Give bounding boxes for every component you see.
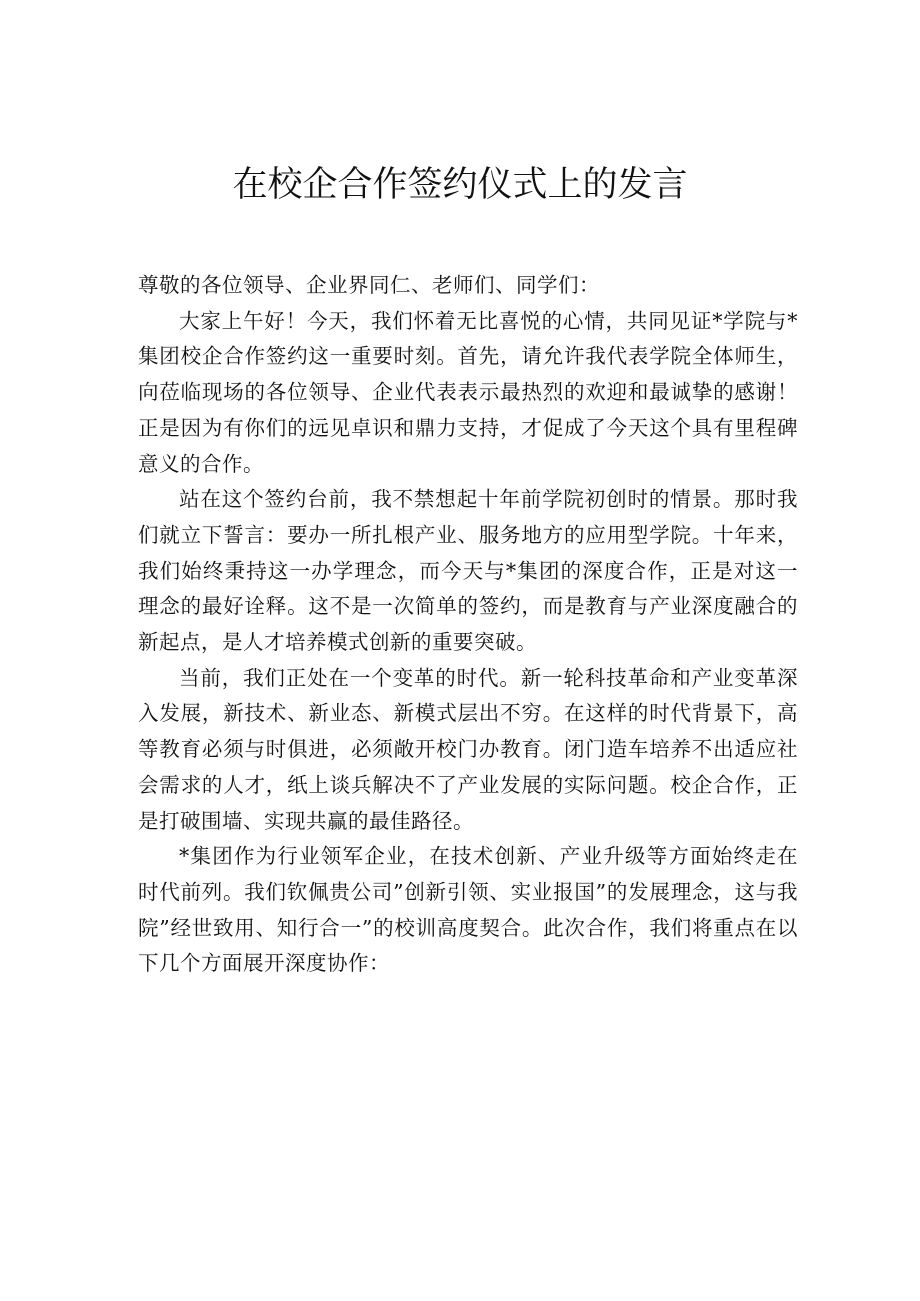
paragraph-1: 大家上午好！今天，我们怀着无比喜悦的心情，共同见证*学院与*集团校企合作签约这一重要时刻。首先，请允许我代表学院全体师生，向莅临现场的各位领导、企业代表表示最热烈的欢迎和最诚挚的感谢！正是因为有你们的远见卓识和鼎力支持，才促成了今天这个具有里程碑意义的合作。: [138, 308, 798, 476]
salutation: 尊敬的各位领导、企业界同仁、老师们、同学们：: [138, 273, 600, 297]
document-title: 在校企合作签约仪式上的发言: [232, 165, 688, 205]
paragraph-4: *集团作为行业领军企业，在技术创新、产业升级等方面始终走在时代前列。我们钦佩贵公司”创新引领、实业报国”的发展理念，这与我院”经世致用、知行合一”的校训高度契合。此次合作，我们将重点在以下几个方面展开深度协作：: [138, 844, 798, 976]
paragraph-3: 当前，我们正处在一个变革的时代。新一轮科技革命和产业变革深入发展，新技术、新业态、新模式层出不穷。在这样的时代背景下，高等教育必须与时俱进，必须敞开校门办教育。闭门造车培养不出适应社会需求的人才，纸上谈兵解决不了产业发展的实际问题。校企合作，正是打破围墙、实现共赢的最佳路径。: [138, 665, 798, 833]
document-body: [138, 268, 798, 982]
paragraph-2: 站在这个签约台前，我不禁想起十年前学院初创时的情景。那时我们就立下誓言：要办一所扎根产业、服务地方的应用型学院。十年来，我们始终秉持这一办学理念，而今天与*集团的深度合作，正是对这一理念的最好诠释。这不是一次简单的签约，而是教育与产业深度融合的新起点，是人才培养模式创新的重要突破。: [138, 487, 798, 655]
